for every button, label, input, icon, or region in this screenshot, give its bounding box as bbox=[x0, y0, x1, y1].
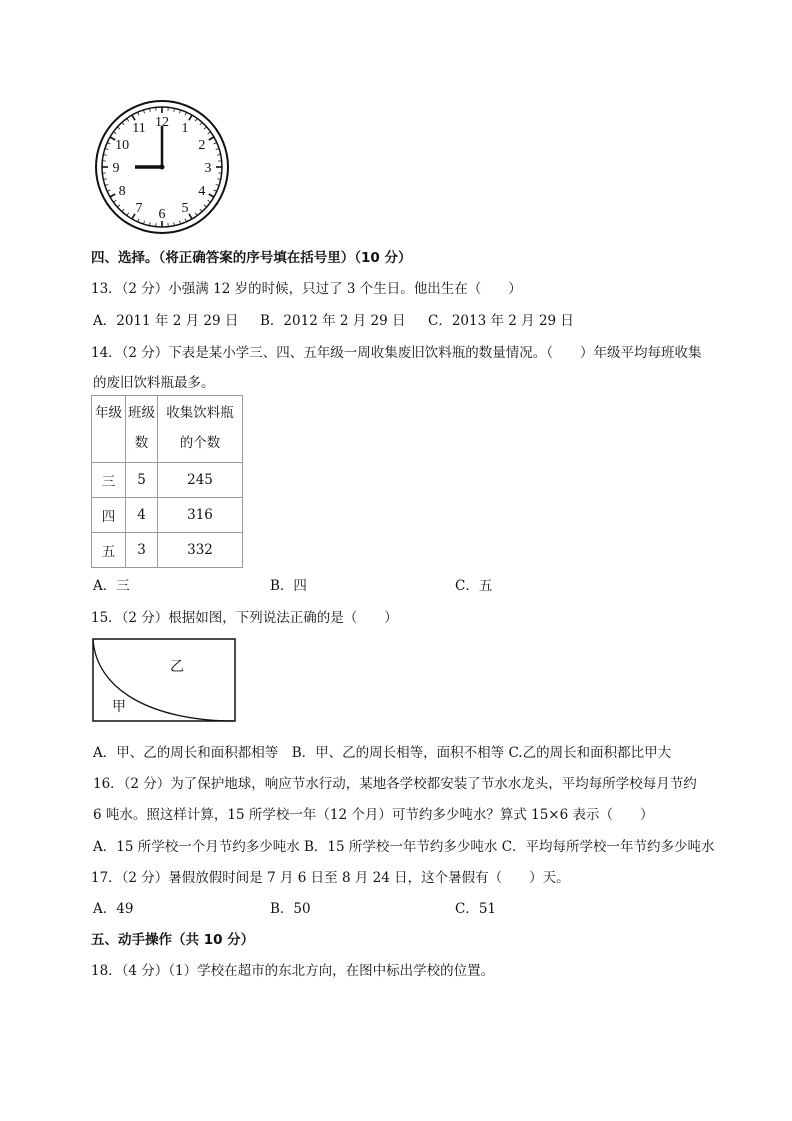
clock-minute-tick bbox=[208, 200, 211, 202]
clock-numeral: 5 bbox=[181, 200, 189, 216]
clock-minute-tick bbox=[195, 118, 197, 121]
clock-minute-tick bbox=[122, 122, 124, 125]
table-row bbox=[92, 498, 243, 533]
table-header-grade bbox=[92, 396, 126, 463]
clock-minute-tick bbox=[208, 132, 211, 134]
clock-minute-tick bbox=[113, 132, 116, 134]
clock-numeral: 9 bbox=[112, 161, 120, 176]
table-row bbox=[92, 463, 243, 498]
table-cell: 3 bbox=[126, 533, 158, 568]
q14-data-table bbox=[91, 395, 243, 568]
clock-minute-tick bbox=[200, 209, 202, 212]
clock-minute-tick bbox=[105, 184, 108, 185]
header-text: 年级 bbox=[95, 405, 122, 421]
q16-options[interactable]: A．15 所学校一个月节约多少吨水 B．15 所学校一年节约多少吨水 C．平均每所学校一年节约多少吨水 bbox=[93, 839, 715, 855]
clock-minute-tick bbox=[179, 110, 180, 113]
q14-option-a[interactable]: A．三 bbox=[93, 578, 130, 594]
q17-option-a[interactable]: A．49 bbox=[93, 901, 134, 917]
header-text: 的个数 bbox=[179, 435, 221, 451]
q18-stem: 18．（4 分）（1）学校在超市的东北方向，在图中标出学校的位置。 bbox=[91, 963, 495, 979]
clock-minute-tick bbox=[179, 221, 180, 224]
q17-option-c[interactable]: C．51 bbox=[455, 901, 497, 917]
q16-stem-line2: 6 吨水。照这样计算，15 所学校一年（12 个月）可节约多少吨水？算式 15×6 表示（ ） bbox=[93, 807, 654, 823]
figure-label-jia: 甲 bbox=[112, 700, 126, 715]
table-cell: 4 bbox=[126, 498, 158, 533]
table-cell: 332 bbox=[158, 533, 243, 568]
clock-numeral: 2 bbox=[198, 138, 206, 153]
q13-option-a[interactable]: A．2011 年 2 月 29 日 bbox=[93, 313, 239, 329]
clock-figure bbox=[93, 98, 231, 236]
clock-minute-tick bbox=[105, 148, 108, 149]
q14-stem-line1: 14．（2 分）下表是某小学三、四、五年级一周收集废旧饮料瓶的数量情况。（ ）年级平均每班收集 bbox=[91, 345, 702, 361]
clock-numeral: 6 bbox=[158, 207, 166, 222]
q14-option-b[interactable]: B．四 bbox=[270, 578, 307, 594]
table-cell: 245 bbox=[158, 463, 243, 498]
clock-minute-tick bbox=[117, 127, 120, 129]
clock-hour-tick bbox=[110, 194, 115, 197]
section-5-heading: 五、动手操作（共 10 分） bbox=[91, 932, 255, 948]
header-text: 收集饮料瓶 bbox=[166, 405, 234, 421]
q13-option-c[interactable]: C．2013 年 2 月 29 日 bbox=[428, 313, 574, 329]
table-cell: 五 bbox=[92, 533, 126, 568]
q15-options[interactable]: A．甲、乙的周长和面积都相等 B．甲、乙的周长相等，面积不相等 C.乙的周长和面积都比甲大 bbox=[93, 745, 672, 761]
clock-minute-tick bbox=[117, 205, 120, 207]
clock-minute-tick bbox=[216, 184, 219, 185]
clock-minute-tick bbox=[195, 213, 197, 216]
table-header-classes bbox=[126, 396, 158, 463]
clock-center-dot bbox=[160, 165, 165, 170]
clock-hour-tick bbox=[132, 115, 135, 120]
table-header-bottles bbox=[158, 396, 243, 463]
clock-minute-tick bbox=[127, 118, 129, 121]
clock-numeral: 12 bbox=[155, 115, 169, 130]
table-cell: 316 bbox=[158, 498, 243, 533]
clock-minute-tick bbox=[113, 200, 116, 202]
section-4-heading: 四、选择。（将正确答案的序号填在括号里）（10 分） bbox=[91, 250, 412, 266]
q16-stem-line1: 16．（2 分）为了保护地球，响应节水行动，某地各学校都安装了节水水龙头，平均每所学校每月节约 bbox=[93, 776, 697, 792]
table-cell: 四 bbox=[92, 498, 126, 533]
clock-minute-tick bbox=[204, 205, 207, 207]
clock-numeral: 1 bbox=[181, 121, 189, 137]
clock-minute-tick bbox=[122, 209, 124, 212]
clock-minute-tick bbox=[204, 127, 207, 129]
clock-numeral: 10 bbox=[115, 138, 130, 153]
q15-figure bbox=[92, 638, 238, 724]
clock-numeral: 7 bbox=[135, 200, 143, 216]
header-text: 数 bbox=[134, 435, 149, 451]
clock-minute-tick bbox=[143, 110, 144, 113]
table-cell: 5 bbox=[126, 463, 158, 498]
clock-numeral: 8 bbox=[118, 184, 126, 199]
q13-stem: 13．（2 分）小强满 12 岁的时候，只过了 3 个生日。他出生在（ ） bbox=[91, 281, 522, 297]
figure-label-yi: 乙 bbox=[170, 660, 184, 675]
clock-numeral: 3 bbox=[204, 161, 212, 176]
q17-option-b[interactable]: B．50 bbox=[270, 901, 311, 917]
clock-hour-tick bbox=[209, 194, 214, 197]
clock-minute-tick bbox=[216, 148, 219, 149]
clock-minute-tick bbox=[127, 213, 129, 216]
q14-option-c[interactable]: C．五 bbox=[455, 578, 493, 594]
q13-option-b[interactable]: B．2012 年 2 月 29 日 bbox=[260, 313, 406, 329]
q14-stem-line2: 的废旧饮料瓶最多。 bbox=[93, 375, 215, 391]
clock-hour-tick bbox=[189, 115, 192, 120]
clock-hour-tick bbox=[209, 137, 214, 140]
table-row bbox=[92, 533, 243, 568]
clock-numeral: 4 bbox=[198, 184, 206, 199]
q17-stem: 17．（2 分）暑假放假时间是 7 月 6 日至 8 月 24 日，这个暑假有（ ）天。 bbox=[91, 870, 570, 886]
table-header-row bbox=[92, 396, 243, 463]
clock-hour-tick bbox=[189, 214, 192, 219]
table-cell: 三 bbox=[92, 463, 126, 498]
clock-minute-tick bbox=[143, 221, 144, 224]
q15-stem: 15．（2 分）根据如图，下列说法正确的是（ ） bbox=[91, 610, 398, 626]
clock-numeral: 11 bbox=[132, 121, 146, 137]
header-text: 班级 bbox=[128, 405, 155, 421]
clock-minute-tick bbox=[200, 122, 202, 125]
